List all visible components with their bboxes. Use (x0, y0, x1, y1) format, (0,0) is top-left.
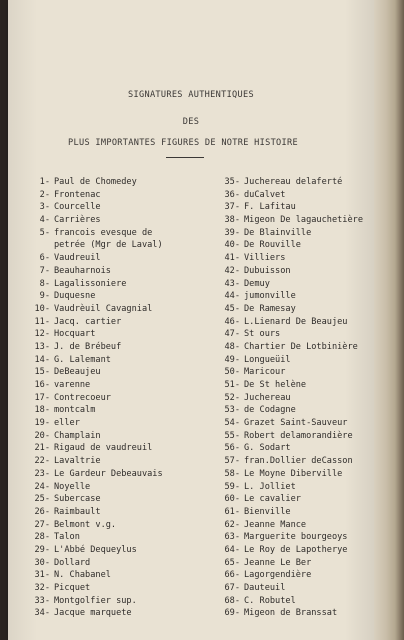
entry-name: Juchereau delaferté (244, 177, 343, 187)
list-item (30, 607, 200, 620)
list-item (30, 519, 200, 532)
entry-number: 57- (224, 456, 240, 467)
list-item (30, 214, 200, 227)
entry-name: duCalvet (244, 189, 286, 200)
list-item (220, 392, 380, 405)
entry-name: Vaudreuil (54, 253, 101, 264)
list-item (220, 544, 380, 557)
title-line-2: DES (182, 117, 200, 127)
list-item (30, 430, 200, 443)
entry-name: De Rouville (244, 240, 301, 251)
entry-name: Picquet (54, 583, 91, 593)
entry-number: 8- (39, 278, 50, 289)
entry-name: petrée (Mgr de Laval) (54, 240, 163, 251)
entry-number: 64- (224, 544, 240, 555)
title-line-1: SIGNATURES AUTHENTIQUES (128, 90, 254, 100)
entry-number: 66- (224, 570, 240, 581)
entry-name: Jacque marquete (54, 608, 132, 619)
entry-number: 55- (224, 430, 240, 441)
list-item (30, 239, 200, 252)
list-item (220, 189, 380, 202)
entry-number: 21- (34, 443, 50, 454)
list-item (220, 239, 380, 252)
list-item (220, 265, 380, 278)
entry-number: 59- (224, 481, 240, 492)
entry-name: Le cavalier (244, 494, 301, 505)
entry-number: 10- (34, 303, 50, 314)
entry-number: 63- (224, 532, 240, 543)
list-item (220, 328, 380, 341)
entry-number: 38- (224, 215, 240, 226)
entry-number: 45- (224, 303, 240, 314)
entry-number: 40- (224, 240, 240, 251)
entry-number: 17- (34, 392, 50, 403)
entry-name: Hocquart (54, 329, 96, 340)
entry-number: 23- (34, 468, 50, 479)
entry-name: Frontenac (54, 189, 101, 200)
entry-number: 41- (224, 253, 240, 264)
entry-name: Contrecoeur (54, 392, 111, 403)
entry-number: 52- (224, 392, 240, 403)
entry-name: Grazet Saint-Sauveur (244, 418, 348, 429)
entry-name: Lagalissoniere (54, 278, 127, 289)
entry-name: Robert delamorandière (244, 430, 353, 441)
list-item (220, 341, 380, 354)
entry-name: N. Chabanel (54, 570, 111, 581)
list-item (30, 278, 200, 291)
entry-name: Montgolfier sup. (54, 595, 137, 606)
entry-name: Bienville (244, 506, 291, 517)
entry-name: jumonville (244, 291, 296, 302)
entry-number: 6- (39, 253, 50, 264)
entry-number: 26- (34, 506, 50, 517)
list-item (30, 468, 200, 481)
entry-name: Vaudrèuil Cavagnial (54, 303, 153, 314)
entry-name: Champlain (54, 430, 101, 441)
entry-number: 9- (39, 291, 50, 302)
entry-name: Subercase (54, 494, 101, 505)
entry-name: Dubuisson (244, 265, 291, 276)
entry-name: montcalm (54, 405, 96, 416)
list-item (30, 265, 200, 278)
entry-name: Courcelle (54, 202, 101, 213)
list-item (220, 214, 380, 227)
entry-number: 18- (34, 405, 50, 416)
entry-number: 24- (34, 481, 50, 492)
list-item (30, 303, 200, 316)
entry-name: Carrières (54, 215, 101, 226)
entry-number: 1- (39, 177, 50, 187)
entry-name: Maricour (244, 367, 286, 378)
entry-name: Juchereau (244, 392, 291, 403)
list-item (30, 557, 200, 570)
entry-name: eller (54, 418, 80, 429)
list-item (220, 519, 380, 532)
list-item (30, 379, 200, 392)
entry-name: Marguerite bourgeoys (244, 532, 348, 543)
entry-number: 65- (224, 557, 240, 568)
entry-number: 33- (34, 595, 50, 606)
entry-number: 14- (34, 354, 50, 365)
title-line-3: PLUS IMPORTANTES FIGURES DE NOTRE HISTOIRE (68, 138, 298, 148)
entry-name: L'Abbé Dequeylus (54, 544, 137, 555)
entry-name: Migeon de Branssat (244, 608, 338, 619)
list-item (30, 392, 200, 405)
entry-name: Rigaud de vaudreuil (54, 443, 153, 454)
entry-number: 19- (34, 418, 50, 429)
list-item (220, 481, 380, 494)
list-item (30, 316, 200, 329)
list-item (220, 201, 380, 214)
list-item (220, 430, 380, 443)
entry-number: 4- (39, 215, 50, 226)
entry-number: 36- (224, 189, 240, 200)
entry-name: de Codagne (244, 405, 296, 416)
entry-name: Longueüil (244, 354, 291, 365)
entry-number: 13- (34, 341, 50, 352)
list-item (30, 544, 200, 557)
list-item (220, 303, 380, 316)
list-item (220, 582, 380, 595)
list-item (30, 417, 200, 430)
list-item (30, 506, 200, 519)
list-item (30, 252, 200, 265)
entry-number: 3- (39, 202, 50, 213)
entry-name: L. Jolliet (244, 481, 296, 492)
list-item (220, 468, 380, 481)
list-item (30, 404, 200, 417)
entry-number: 50- (224, 367, 240, 378)
entry-name: Dollard (54, 557, 91, 568)
entry-number: 30- (34, 557, 50, 568)
entry-name: Jeanne Le Ber (244, 557, 312, 568)
entry-name: Migeon De lagauchetière (244, 215, 363, 226)
entry-name: L.Lienard De Beaujeu (244, 316, 348, 327)
entry-name: Lagorgendière (244, 570, 312, 581)
entry-number: 69- (224, 608, 240, 619)
entry-number: 44- (224, 291, 240, 302)
entry-number: 28- (34, 532, 50, 543)
list-item (30, 290, 200, 303)
entry-name: Beauharnois (54, 265, 111, 276)
entry-number: 22- (34, 456, 50, 467)
entry-number: 47- (224, 329, 240, 340)
list-item (30, 569, 200, 582)
list-item (30, 595, 200, 608)
entry-name: Le Roy de Lapotherye (244, 544, 348, 555)
list-item (220, 354, 380, 367)
entry-name: G. Lalemant (54, 354, 111, 365)
entry-name: Duquesne (54, 291, 96, 302)
entry-number: 67- (224, 583, 240, 593)
entry-name: Jacq. cartier (54, 316, 122, 327)
entry-number: 61- (224, 506, 240, 517)
list-item (220, 366, 380, 379)
entry-name: Noyelle (54, 481, 91, 492)
signature-list-right (220, 176, 380, 620)
list-item (220, 290, 380, 303)
entry-name: St ours (244, 329, 281, 340)
list-item (220, 531, 380, 544)
list-item (220, 557, 380, 570)
entry-number: 34- (34, 608, 50, 619)
entry-number: 46- (224, 316, 240, 327)
list-item (30, 455, 200, 468)
entry-name: Paul de Chomedey (54, 177, 137, 187)
entry-name: Talon (54, 532, 80, 543)
entry-number: 54- (224, 418, 240, 429)
entry-name: De St helène (244, 380, 307, 390)
entry-number: 39- (224, 227, 240, 238)
entry-name: C. Robutel (244, 595, 296, 606)
entry-number: 31- (34, 570, 50, 581)
entry-number: 43- (224, 278, 240, 289)
entry-name: varenne (54, 380, 91, 390)
entry-name: Le Moyne Diberville (244, 468, 343, 479)
list-item (220, 607, 380, 620)
entry-number: 60- (224, 494, 240, 505)
entry-name: J. de Brébeuf (54, 341, 122, 352)
list-item (220, 404, 380, 417)
list-item (220, 379, 380, 392)
entry-number: 58- (224, 468, 240, 479)
entry-number: 20- (34, 430, 50, 441)
entry-number: 25- (34, 494, 50, 505)
list-item (220, 569, 380, 582)
list-item (30, 582, 200, 595)
entry-number: 32- (34, 583, 50, 593)
entry-name: Belmont v.g. (54, 519, 117, 530)
entry-name: francois evesque de (54, 227, 153, 238)
entry-name: Villiers (244, 253, 286, 264)
list-item (30, 189, 200, 202)
entry-number: 5- (39, 227, 50, 238)
entry-number: 11- (34, 316, 50, 327)
entry-number: 27- (34, 519, 50, 530)
entry-name: DeBeaujeu (54, 367, 101, 378)
entry-name: Demuy (244, 278, 270, 289)
list-item (220, 442, 380, 455)
list-item (220, 176, 380, 189)
entry-number: 62- (224, 519, 240, 530)
entry-name: Chartier De Lotbinière (244, 341, 358, 352)
list-item (30, 201, 200, 214)
entry-name: Le Gardeur Debeauvais (54, 468, 163, 479)
entry-name: Lavaltrie (54, 456, 101, 467)
entry-number: 2- (39, 189, 50, 200)
signature-list-left (30, 176, 200, 620)
entry-number: 48- (224, 341, 240, 352)
entry-number: 37- (224, 202, 240, 213)
entry-name: De Ramesay (244, 303, 296, 314)
list-item (220, 252, 380, 265)
entry-name: fran.Dollier deCasson (244, 456, 353, 467)
list-item (30, 531, 200, 544)
entry-name: G. Sodart (244, 443, 291, 454)
entry-number: 12- (34, 329, 50, 340)
entry-number: 42- (224, 265, 240, 276)
list-item (30, 481, 200, 494)
list-item (30, 227, 200, 240)
entry-name: De Blainville (244, 227, 312, 238)
list-item (220, 493, 380, 506)
entry-number: 53- (224, 405, 240, 416)
entry-number: 7- (39, 265, 50, 276)
entry-number: 56- (224, 443, 240, 454)
list-item (220, 595, 380, 608)
entry-number: 51- (224, 380, 240, 390)
entry-number: 68- (224, 595, 240, 606)
entry-number: 35- (224, 177, 240, 187)
entry-number: 49- (224, 354, 240, 365)
list-item (220, 506, 380, 519)
list-item (30, 354, 200, 367)
entry-name: Raimbault (54, 506, 101, 517)
list-item (220, 455, 380, 468)
book-page-edges (374, 0, 404, 640)
entry-number: 16- (34, 380, 50, 390)
list-item (30, 366, 200, 379)
list-item (220, 316, 380, 329)
entry-name: Dauteuil (244, 583, 286, 593)
title-underline (166, 157, 204, 158)
document-page (8, 0, 374, 640)
list-item (30, 442, 200, 455)
list-item (30, 341, 200, 354)
list-item (30, 493, 200, 506)
list-item (220, 417, 380, 430)
list-item (30, 328, 200, 341)
list-item (30, 176, 200, 189)
entry-number: 29- (34, 544, 50, 555)
list-item (220, 278, 380, 291)
list-item (220, 227, 380, 240)
entry-name: F. Lafitau (244, 202, 296, 213)
entry-name: Jeanne Mance (244, 519, 307, 530)
entry-number: 15- (34, 367, 50, 378)
